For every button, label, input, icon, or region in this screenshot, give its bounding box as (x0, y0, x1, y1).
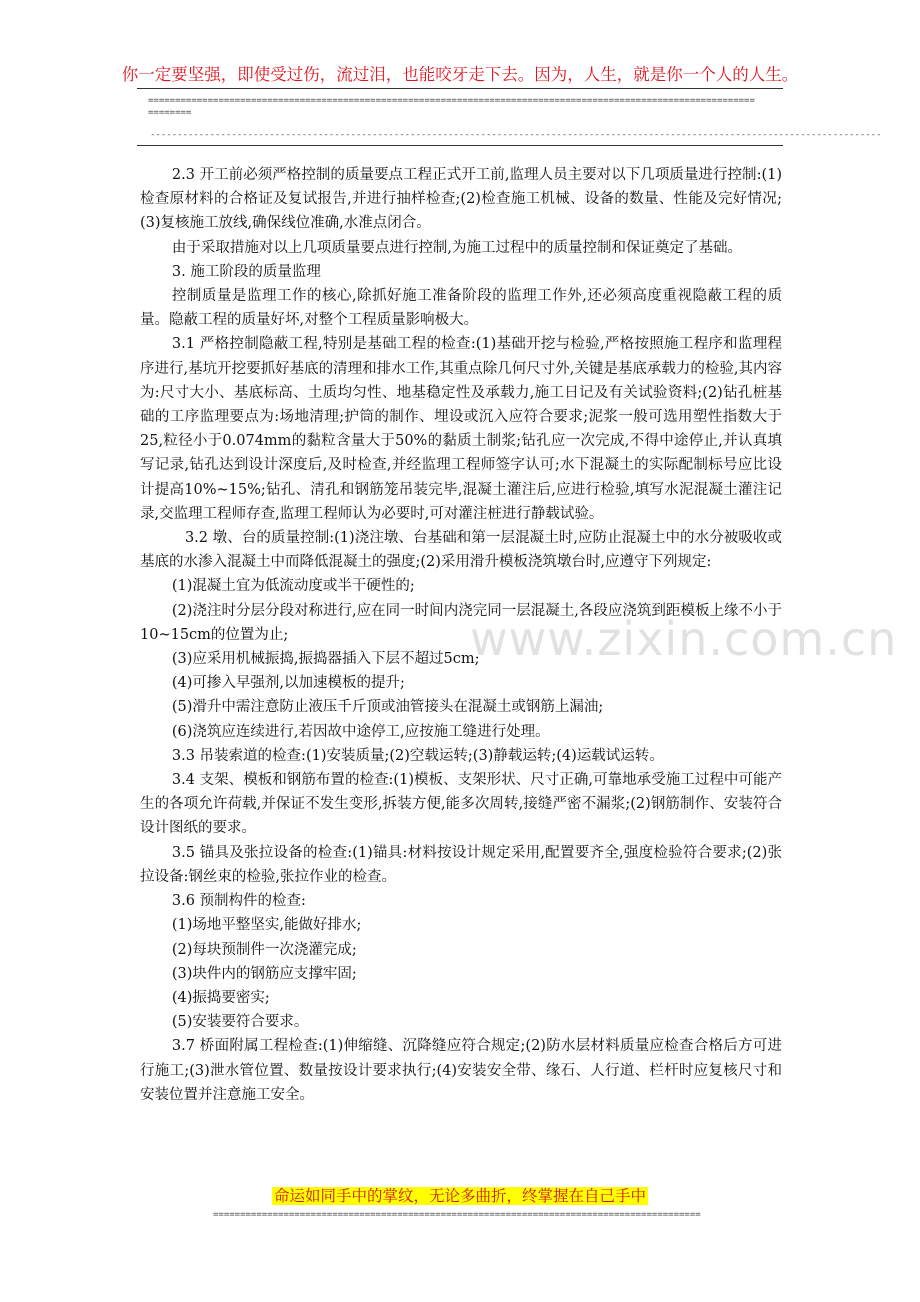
paragraph-summary: 由于采取措施对以上几项质量要点进行控制,为施工过程中的质量控制和保证奠定了基础。 (171, 239, 742, 256)
list-item: (4)振捣要密实; (171, 989, 270, 1006)
footer-slogan-text: 命运如同手中的掌纹，无论多曲折，终掌握在自己手中 (273, 1187, 646, 1205)
list-item: (6)浇筑应连续进行,若因故中途停工,应按施工缝进行处理。 (171, 723, 550, 740)
header-equals-line-wrap: ======== (148, 108, 192, 118)
header-rule-bottom (137, 145, 783, 146)
list-item: (1)场地平整坚实,能做好排水; (171, 917, 362, 934)
footer-equals-line: ========================================================================================== (213, 1210, 701, 1220)
section-heading-3: 3. 施工阶段的质量监理 (171, 263, 321, 280)
header-rule-top (137, 88, 783, 89)
paragraph-3-7: 3.7 桥面附属工程检查:(1)伸缩缝、沉降缝应符合规定;(2)防水层材料质量应检查合格后方可进行施工;(3)泄水管位置、数量按设计要求执行;(4)安装安全带、缘石、人行道、栏杆时应复核尺寸和安装位置并注意施工安全。 (140, 1038, 782, 1103)
list-item: (1)混凝土宜为低流动度或半干硬性的; (171, 578, 415, 595)
paragraph-2-3: 2.3 开工前必须严格控制的质量要点工程正式开工前,监理人员主要对以下几项质量进行控制:(1)检查原材料的合格证及复试报告,并进行抽样检查;(2)检查施工机械、设备的数量、性能及完好情况;(3)复核施工放线,确保线位准确,水准点闭合。 (140, 167, 782, 232)
paragraph-3-1: 3.1 严格控制隐蔽工程,特别是基础工程的检查:(1)基础开挖与检验,严格按照施工程序和监理程序进行,基坑开挖要抓好基底的清理和排水工作,其重点除几何尺寸外,关键是基底承载力的检验,其内容为:尺寸大小、基底标高、土质均匀性、地基稳定性及承载力,施工日记及有关试验资料;(2)钻孔桩基础的工序监理要点为:场地清理;护筒的制作、埋设或沉入应符合要求;泥浆一般可选用塑性指数大于25,粒径小于0.074mm的黏粒含量大于50%的黏质土制浆;钻孔应一次完成,不得中途停止,并认真填写记录,钻孔达到设计深度后,及时检查,并经监理工程师签字认可;水下混凝土的实际配制标号应比设计提高10%~15%;钻孔、清孔和钢筋笼吊装完毕,混凝土灌注后,应进行检验,填写水泥混凝土灌注记录,交监理工程师存查,监理工程师认为必要时,可对灌注桩进行静载试验。 (140, 336, 782, 522)
watermark: www.zixin.com.cn (470, 612, 898, 666)
paragraph-3-5: 3.5 锚具及张拉设备的检查:(1)锚具:材料按设计规定采用,配置要齐全,强度检验符合要求;(2)张拉设备:钢丝束的检验,张拉作业的检查。 (140, 844, 782, 885)
header-dash-line: --------------------------------------------------------------------------------------------------------------------------------------- (150, 130, 882, 140)
paragraph-3-4: 3.4 支架、模板和钢筋布置的检查:(1)模板、支架形状、尺寸正确,可靠地承受施工过程中可能产生的各项允许荷载,并保证不发生变形,拆装方便,能多次周转,接缝严密不漏浆;(2)钢筋制作、安装符合设计图纸的要求。 (140, 772, 782, 837)
list-item: (5)滑升中需注意防止液压千斤顶或油管接头在混凝土或钢筋上漏油; (171, 699, 604, 716)
header-equals-line: ================================================================================================================ (148, 96, 755, 106)
paragraph-3-3: 3.3 吊装索道的检查:(1)安装质量;(2)空载运转;(3)静载运转;(4)运载试运转。 (171, 747, 664, 764)
paragraph-3-2: 3.2 墩、台的质量控制:(1)浇注墩、台基础和第一层混凝土时,应防止混凝土中的水分被吸收或基底的水渗入混凝土中而降低混凝土的强度;(2)采用滑升模板浇筑墩台时,应遵守下列规定: (140, 530, 782, 571)
paragraph-intro-3: 控制质量是监理工作的核心,除抓好施工准备阶段的监理工作外,还必须高度重视隐蔽工程的质量。隐蔽工程的质量好坏,对整个工程质量影响极大。 (140, 288, 782, 329)
list-item: (2)浇注时分层分段对称进行,应在同一时间内浇完同一层混凝土,各段应浇筑到距模板上缘不小于10~15cm的位置为止; (140, 602, 782, 643)
list-item: (4)可掺入早强剂,以加速模板的提升; (171, 675, 405, 692)
list-item: (5)安装要符合要求。 (171, 1014, 309, 1031)
header-slogan: 你一定要坚强，即使受过伤，流过泪，也能咬牙走下去。因为，人生，就是你一个人的人生。 (121, 65, 799, 84)
list-item: (3)块件内的钢筋应支撑牢固; (171, 965, 357, 982)
paragraph-3-6: 3.6 预制构件的检查: (171, 893, 306, 910)
list-item: (3)应采用机械振捣,振捣器插入下层不超过5cm; (171, 651, 480, 668)
list-item: (2)每块预制件一次浇灌完成; (171, 941, 357, 958)
footer-slogan (0, 1186, 920, 1206)
